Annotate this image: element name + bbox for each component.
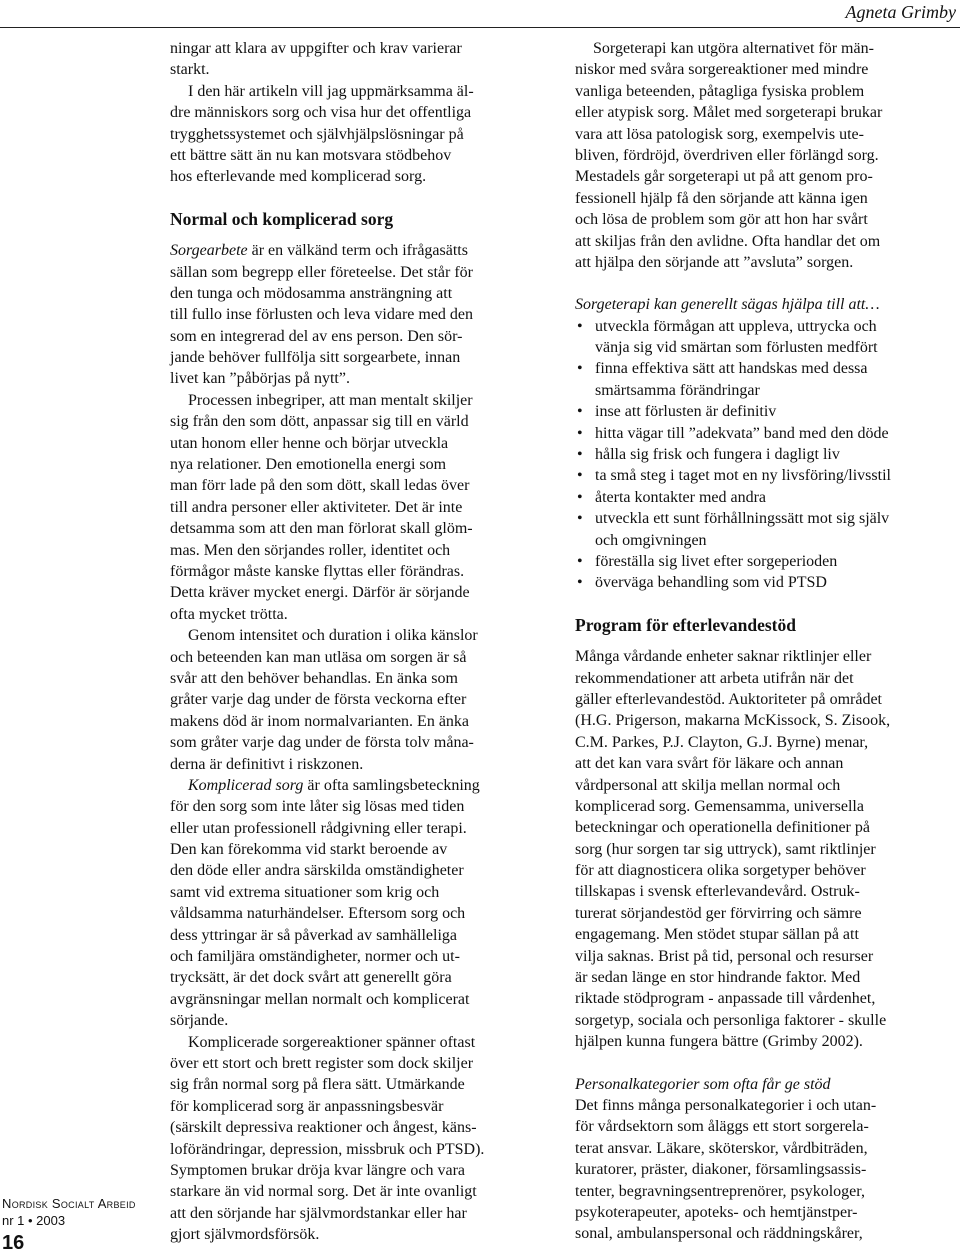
italic-term: Komplicerad sorg bbox=[188, 776, 304, 794]
running-header-author: Agneta Grimby bbox=[845, 2, 956, 22]
text-line: svår att den behöver behandlas. En änka som bbox=[170, 669, 458, 687]
text-line: hos efterlevande med komplicerad sorg. bbox=[170, 168, 427, 186]
text-line: Symptomen brukar dröja kvar längre och vara bbox=[170, 1161, 466, 1179]
bullet-icon: • bbox=[577, 403, 583, 421]
text-line: terat ansvar. Läkare, sköterskor, vårdbiträden, bbox=[575, 1139, 868, 1157]
text-line: avgränsningar mellan normalt och komplicerat bbox=[170, 990, 470, 1008]
spacer bbox=[575, 594, 959, 615]
text-run: är en välkänd term och ifrågasätts bbox=[247, 242, 468, 260]
paragraph bbox=[575, 646, 959, 1052]
text-line: starkt. bbox=[170, 61, 210, 79]
text-line: vara att lösa patologisk sorg, exempelvis ute- bbox=[575, 125, 864, 143]
text-line: sorg (hur sorgen tar sig uttryck), samt riktlinjer bbox=[575, 840, 876, 858]
list-item: • hitta vägar till ”adekvata” band med den döde bbox=[575, 423, 959, 444]
text-line: och beteenden kan man utläsa om sorgen är så bbox=[170, 648, 467, 666]
paragraph bbox=[575, 1095, 959, 1245]
text-line: riktade stödprogram - anpassade till vårdenhet, bbox=[575, 990, 876, 1008]
paragraph bbox=[170, 625, 552, 775]
text-line: Genom intensitet och duration i olika känslor bbox=[188, 627, 478, 645]
text-line: att det kan vara svårt för läkare och annan bbox=[575, 755, 844, 773]
text-line: sig från normal sorg på flera sätt. Utmärkande bbox=[170, 1076, 465, 1094]
page-footer bbox=[2, 1196, 136, 1255]
section-heading: Normal och komplicerad sorg bbox=[170, 208, 394, 229]
text-line: att hjälpa den sörjande att ”avsluta” sorgen. bbox=[575, 253, 854, 271]
text-line: man förr lade på den som dött, skall ledas över bbox=[170, 477, 470, 495]
text-line: jande behöver fullfölja sitt sorgearbete, innan bbox=[170, 349, 461, 367]
paragraph bbox=[170, 1032, 552, 1246]
text-line: utan honom eller henne och börjar utveckla bbox=[170, 434, 449, 452]
text-line: trygghetssystemet och självhjälpslösningar på bbox=[170, 125, 464, 143]
text-line: för komplicerad sorg är anpassningsbesvär bbox=[170, 1097, 444, 1115]
text-line: sorgetyp, sociala och personliga faktorer - skulle bbox=[575, 1011, 887, 1029]
spacer bbox=[170, 188, 552, 209]
paragraph bbox=[170, 775, 552, 1032]
text-line: (H.G. Prigerson, makarna McKissock, S. Zisook, bbox=[575, 712, 891, 730]
text-line: till andra personer eller aktiviteter. Det är inte bbox=[170, 498, 463, 516]
page-number: 16 bbox=[2, 1232, 25, 1254]
spacer bbox=[575, 636, 959, 646]
bullet-icon: • bbox=[577, 360, 583, 378]
bullet-icon: • bbox=[577, 488, 583, 506]
text-line: sig från den som dött, anpassar sig till en värld bbox=[170, 413, 469, 431]
text-line bbox=[170, 240, 552, 261]
text-line: fessionell hjälp få den sörjande att känna igen bbox=[575, 189, 868, 207]
left-column bbox=[170, 38, 552, 1245]
list-item: • inse att förlusten är definitiv bbox=[575, 401, 959, 422]
bullet-list bbox=[575, 316, 959, 594]
text-line: I den här artikeln vill jag uppmärksamma äl- bbox=[188, 82, 474, 100]
text-line: Sorgeterapi kan utgöra alternativet för män- bbox=[593, 40, 874, 57]
list-item-continuation: vänja sig vid smärtan som förlusten medfört bbox=[595, 339, 878, 357]
section-heading: Program för efterlevandestöd bbox=[575, 614, 796, 635]
text-line: sörjande. bbox=[170, 1012, 229, 1030]
text-line: Det finns många personalkategorier i och utan- bbox=[575, 1096, 877, 1114]
text-line: dess yttringar är så påverkad av samhälleliga bbox=[170, 926, 457, 944]
text-line: vilja saknas. Brist på tid, personal och resurser bbox=[575, 947, 874, 965]
list-item-continuation: och omgivningen bbox=[595, 531, 707, 549]
text-line: ningar att klara av uppgifter och krav varierar bbox=[170, 40, 462, 57]
text-line: eller utan professionell rådgivning eller terapi. bbox=[170, 819, 467, 837]
text-line: Komplicerade sorgereaktioner spänner oftast bbox=[188, 1033, 476, 1051]
text-line: gjort självmordsförsök. bbox=[170, 1226, 320, 1244]
text-line: turerat sörjandestöd ger förvirring och sämre bbox=[575, 904, 862, 922]
text-line: Den kan förekomma vid starkt beroende av bbox=[170, 841, 448, 859]
text-line: ofta mycket trötta. bbox=[170, 605, 288, 623]
list-item: • utveckla förmågan att uppleva, uttrycka och bbox=[575, 316, 959, 337]
text-line: vanliga beteenden, påtagliga fysiska problem bbox=[575, 82, 865, 100]
text-line: den döde eller andra särskilda omständigheter bbox=[170, 862, 464, 880]
list-item: • ta små steg i taget mot en ny livsföring/livsstil bbox=[575, 465, 959, 486]
text-line: Många vårdande enheter saknar riktlinjer eller bbox=[575, 648, 872, 666]
text-line bbox=[170, 775, 552, 796]
text-line: sonal, ambulanspersonal och räddningskårer, bbox=[575, 1225, 863, 1243]
bullet-icon: • bbox=[577, 510, 583, 528]
text-line: att skiljas från den avlidne. Ofta handlar det om bbox=[575, 232, 881, 250]
text-line: kuratorer, präster, diakoner, församlingsassis- bbox=[575, 1161, 867, 1179]
paragraph bbox=[170, 81, 552, 188]
text-line: eller atypisk sorg. Målet med sorgeterapi brukar bbox=[575, 104, 883, 122]
text-line: psykoterapeuter, apoteks- och hemtjänstper- bbox=[575, 1203, 858, 1221]
list-item-continuation: smärtsamma förändringar bbox=[595, 381, 760, 399]
text-line: och lösa de problem som gör att hon har svårt bbox=[575, 211, 868, 229]
text-line: loförändringar, depression, missbruk och PTSD). bbox=[170, 1140, 485, 1158]
text-line: C.M. Parkes, P.J. Clayton, G.J. Byrne) menar, bbox=[575, 733, 869, 751]
text-line: niskor med svåra sorgereaktioner med mindre bbox=[575, 61, 869, 79]
issue-number: nr 1 • 2003 bbox=[2, 1213, 66, 1228]
list-item: • föreställa sig livet efter sorgeperioden bbox=[575, 551, 959, 572]
paragraph bbox=[170, 240, 552, 390]
text-run: är ofta samlingsbeteckning bbox=[303, 776, 480, 794]
text-line: (särskilt depressiva reaktioner och ångest, käns- bbox=[170, 1119, 477, 1137]
list-item: • finna effektiva sätt att handskas med dessa bbox=[575, 358, 959, 379]
text-line: den tunga och mödosamma ansträngning att bbox=[170, 284, 453, 302]
paragraph bbox=[575, 38, 959, 273]
text-line: starkare än vid normal sorg. Det är inte ovanligt bbox=[170, 1183, 477, 1201]
bullet-icon: • bbox=[577, 317, 583, 335]
text-line: ett bättre sätt än nu kan motsvara stödbehov bbox=[170, 146, 452, 164]
text-line: vårdpersonal att skilja mellan normal och bbox=[575, 776, 841, 794]
text-line: mas. Men den sörjandes roller, identitet och bbox=[170, 541, 451, 559]
text-line: tillskapas i svensk efterlevandevård. Ostruk- bbox=[575, 883, 860, 901]
text-line: bliven, fördröjd, överdriven eller förlängd sorg. bbox=[575, 146, 879, 164]
text-line: derna är definitivt i riskzonen. bbox=[170, 755, 364, 773]
text-line: till fullo inse förlusten och leva vidare med den bbox=[170, 306, 474, 324]
text-line: hjälpen kunna fungera bättre (Grimby 2002). bbox=[575, 1033, 863, 1051]
list-item: • utveckla ett sunt förhållningssätt mot sig själv bbox=[575, 508, 959, 529]
text-line: tenter, begravningsentreprenörer, psykologer, bbox=[575, 1182, 865, 1200]
text-line: för att diagnosticera olika sorgetyper behöver bbox=[575, 862, 866, 880]
list-intro: Sorgeterapi kan generellt sägas hjälpa till att… bbox=[575, 296, 880, 314]
text-line: är sedan länge en stor hindrande faktor. Med bbox=[575, 969, 861, 987]
text-line: samt vid extrema situationer som krig och bbox=[170, 883, 440, 901]
text-line: över ett stort och brett register som dock skiljer bbox=[170, 1054, 474, 1072]
text-line: våldsamma naturhändelser. Eftersom sorg och bbox=[170, 905, 466, 923]
bullet-icon: • bbox=[577, 446, 583, 464]
text-line: Detta kräver mycket energi. Därför är sörjande bbox=[170, 584, 470, 602]
right-column bbox=[575, 38, 959, 1245]
spacer bbox=[170, 230, 552, 240]
italic-term: Sorgearbete bbox=[170, 242, 248, 260]
paragraph bbox=[170, 38, 552, 81]
header-rule bbox=[0, 27, 960, 28]
text-line: sällan som begrepp eller företeelse. Det står för bbox=[170, 263, 473, 281]
text-line: engagemang. Men stödet stupar sällan på att bbox=[575, 926, 859, 944]
text-line: makens död är inom normalvarianten. En änka bbox=[170, 712, 470, 730]
text-line: förmågor måste kanske flyttas eller förändras. bbox=[170, 562, 465, 580]
bullet-icon: • bbox=[577, 574, 583, 592]
text-line: att den sörjande har självmordstankar eller har bbox=[170, 1204, 467, 1222]
list-item: • återta kontakter med andra bbox=[575, 487, 959, 508]
text-line: livet kan ”påbörjas på nytt”. bbox=[170, 370, 350, 388]
text-line: för den sorg som inte låter sig lösas med tiden bbox=[170, 798, 465, 816]
list-item: • överväga behandling som vid PTSD bbox=[575, 572, 959, 593]
text-line: detsamma som att den man förlorat skall glöm- bbox=[170, 520, 473, 538]
text-line: Processen inbegriper, att man mentalt skiljer bbox=[188, 391, 473, 409]
subheading: Personalkategorier som ofta får ge stöd bbox=[575, 1075, 831, 1093]
text-line: som en integrerad del av ens person. Den sör- bbox=[170, 327, 463, 345]
text-line: nya relationer. Den emotionella energi som bbox=[170, 456, 447, 474]
text-line: beteckningar och operationella definitioner på bbox=[575, 819, 870, 837]
paragraph bbox=[170, 390, 552, 625]
text-line: gäller efterlevandestöd. Auktoriteter på området bbox=[575, 690, 882, 708]
text-line: och familjära omständigheter, normer och ut- bbox=[170, 948, 460, 966]
list-item: • hålla sig frisk och fungera i dagligt liv bbox=[575, 444, 959, 465]
spacer bbox=[575, 273, 959, 294]
journal-name: Nordisk Socialt Arbeid bbox=[2, 1196, 136, 1211]
text-line: dre människors sorg och visa hur det offentliga bbox=[170, 104, 472, 122]
text-line: trycksätt, är det dock svårt att generellt göra bbox=[170, 969, 452, 987]
bullet-icon: • bbox=[577, 467, 583, 485]
text-line: komplicerad sorg. Gemensamma, universella bbox=[575, 797, 864, 815]
spacer bbox=[575, 1053, 959, 1074]
text-line: för vårdsektorn som åläggs ett stort sorgerela- bbox=[575, 1118, 869, 1136]
text-line: som gråter varje dag under de första tolv måna- bbox=[170, 734, 474, 752]
bullet-icon: • bbox=[577, 424, 583, 442]
text-line: gråter varje dag under de första veckorna efter bbox=[170, 691, 467, 709]
text-line: rekommendationer att arbeta utifrån när det bbox=[575, 669, 854, 687]
text-line: Mestadels går sorgeterapi ut på att genom pro- bbox=[575, 168, 873, 186]
bullet-icon: • bbox=[577, 552, 583, 570]
